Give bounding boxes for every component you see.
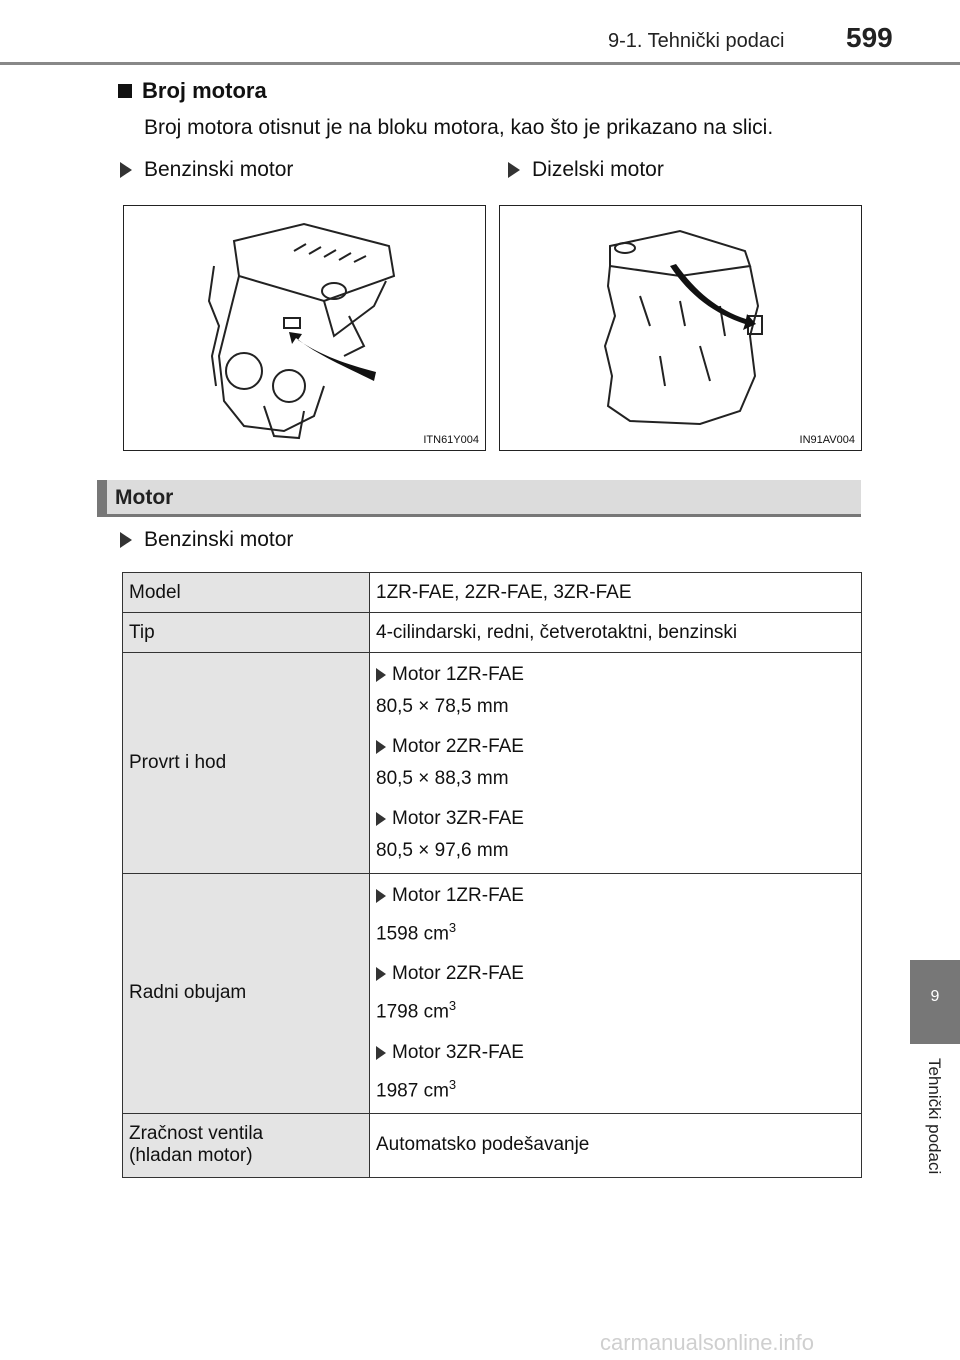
triangle-bullet-icon [376, 967, 386, 981]
triangle-bullet-icon [376, 1046, 386, 1060]
table-row [123, 573, 862, 613]
list-item [376, 958, 855, 990]
broj-motora-heading [118, 78, 267, 104]
figure-code-petrol: ITN61Y004 [423, 434, 479, 446]
list-item [376, 659, 855, 691]
triangle-bullet-icon [508, 162, 520, 178]
section-accent-bar [97, 480, 107, 514]
displacement-number: 1987 [376, 1079, 419, 1101]
list-item [376, 1037, 855, 1069]
row-label-obujam: Radni obujam [123, 874, 370, 1114]
row-value-model: 1ZR-FAE, 2ZR-FAE, 3ZR-FAE [370, 573, 862, 613]
table-row [123, 874, 862, 1114]
list-item [376, 803, 855, 835]
chapter-label-text: Tehnički podaci [925, 1058, 944, 1175]
bore-stroke-value: 80,5 × 78,5 mm [376, 696, 509, 717]
diesel-engine-figure [499, 205, 862, 451]
unit-exponent: 3 [448, 1076, 457, 1092]
triangle-bullet-icon [376, 812, 386, 826]
engine-variant: Motor 3ZR-FAE [392, 1041, 524, 1063]
row-label-tip: Tip [123, 613, 370, 653]
table-row [123, 653, 862, 874]
broj-motora-title: Broj motora [142, 78, 267, 103]
motor-section-title: Motor [115, 486, 174, 509]
row-value-zracnost: Automatsko podešavanje [370, 1113, 862, 1177]
engine-spec-table [122, 572, 862, 1178]
triangle-bullet-icon [120, 162, 132, 178]
motor-section-header [97, 480, 861, 514]
unit-exponent: 3 [448, 920, 457, 935]
table-row [123, 613, 862, 653]
engine-variant: Motor 3ZR-FAE [392, 808, 524, 829]
chapter-tab [910, 960, 960, 1044]
row-value-tip: 4-cilindarski, redni, četverotaktni, benzinski [370, 613, 862, 653]
section-underline [97, 514, 861, 517]
unit-exponent: 3 [448, 998, 457, 1014]
petrol-engine-illustration [124, 206, 485, 450]
triangle-bullet-icon [120, 532, 132, 548]
displacement-unit: cm [423, 923, 449, 945]
list-item [376, 731, 855, 763]
engine-variant: Motor 1ZR-FAE [392, 664, 524, 685]
row-label-model: Model [123, 573, 370, 613]
figure-code-diesel: IN91AV004 [799, 434, 855, 446]
petrol-engine-figure [123, 205, 486, 451]
chapter-number: 9 [930, 988, 940, 1005]
engine-variant: Motor 2ZR-FAE [392, 963, 524, 985]
figure-label-diesel [508, 158, 664, 182]
row-value-provrt [370, 653, 862, 874]
displacement-value [376, 990, 855, 1028]
triangle-bullet-icon [376, 889, 386, 903]
chapter-label [910, 1048, 960, 1208]
displacement-unit: cm [423, 1079, 449, 1101]
motor-subheading-text: Benzinski motor [144, 528, 294, 551]
broj-motora-text: Broj motora otisnut je na bloku motora, kao što je prikazano na slici. [144, 116, 774, 139]
section-title: 9-1. Tehnički podaci [608, 30, 785, 52]
displacement-unit: cm [423, 1001, 449, 1023]
figure-label-diesel-text: Dizelski motor [532, 158, 664, 181]
list-item [376, 880, 855, 912]
engine-variant: Motor 2ZR-FAE [392, 736, 524, 757]
row-label-provrt: Provrt i hod [123, 653, 370, 874]
motor-subheading [120, 528, 293, 552]
row-label-zracnost-line2: (hladan motor) [129, 1145, 253, 1167]
displacement-number: 1598 [376, 923, 419, 945]
displacement-number: 1798 [376, 1001, 419, 1023]
engine-variant: Motor 1ZR-FAE [392, 885, 524, 906]
table-row [123, 1113, 862, 1177]
row-label-zracnost-line1: Zračnost ventila [129, 1123, 264, 1145]
page-number: 599 [846, 22, 893, 53]
row-label-zracnost [123, 1113, 370, 1177]
row-value-obujam [370, 874, 862, 1114]
displacement-value [376, 912, 855, 950]
figure-label-petrol-text: Benzinski motor [144, 158, 294, 181]
displacement-value [376, 1069, 855, 1107]
watermark: carmanualsonline.info [600, 1330, 815, 1355]
header-rule [0, 62, 960, 65]
bore-stroke-value: 80,5 × 97,6 mm [376, 840, 509, 861]
diesel-engine-illustration [500, 206, 861, 450]
bore-stroke-value: 80,5 × 88,3 mm [376, 768, 509, 789]
figure-label-petrol [120, 158, 293, 182]
triangle-bullet-icon [376, 740, 386, 754]
triangle-bullet-icon [376, 668, 386, 682]
square-bullet-icon [118, 84, 132, 98]
